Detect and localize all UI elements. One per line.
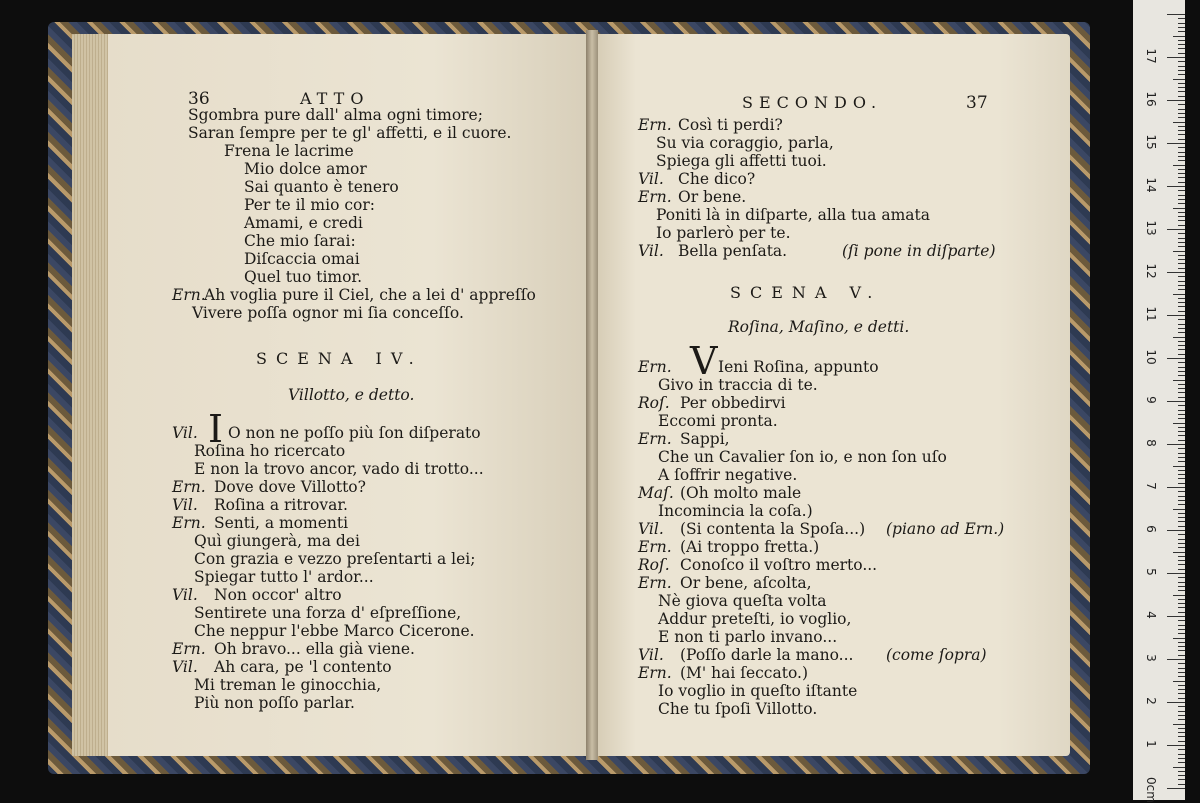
ruler-tick — [1178, 104, 1185, 105]
ruler-tick — [1178, 306, 1185, 307]
verse-line: Vivere poſſa ognor mi ſia conceſſo. — [192, 304, 464, 322]
ruler-tick — [1178, 298, 1185, 299]
ruler-tick — [1178, 242, 1185, 243]
ruler-tick — [1167, 745, 1185, 746]
speaker-label: Vil. — [172, 424, 198, 442]
ruler-label: 16 — [1144, 91, 1158, 107]
stage-direction: (come ſopra) — [886, 646, 987, 664]
page-number: 37 — [966, 93, 988, 113]
ruler-tick — [1178, 607, 1185, 608]
speaker-label: Ern. — [172, 514, 206, 532]
ruler-tick — [1178, 693, 1185, 694]
ruler-tick — [1178, 758, 1185, 759]
ruler-tick — [1178, 689, 1185, 690]
speaker-label: Roſ. — [638, 394, 670, 412]
ruler-tick — [1167, 57, 1185, 58]
ruler-tick — [1178, 543, 1185, 544]
ruler-label: 10 — [1144, 349, 1158, 365]
ruler-tick — [1178, 784, 1185, 785]
ruler-tick — [1178, 302, 1185, 303]
ruler-tick — [1178, 478, 1185, 479]
ruler-label: 15 — [1144, 134, 1158, 150]
ruler-tick — [1178, 238, 1185, 239]
ruler-tick — [1178, 534, 1185, 535]
verse-line: Che neppur l'ebbe Marco Cicerone. — [194, 622, 475, 640]
ruler-tick — [1178, 440, 1185, 441]
ruler-tick — [1178, 715, 1185, 716]
ruler-tick — [1178, 526, 1185, 527]
ruler-tick — [1173, 294, 1185, 295]
ruler-label: 11 — [1144, 306, 1158, 322]
ruler-tick — [1178, 220, 1185, 221]
ruler-tick — [1178, 410, 1185, 411]
ruler-tick — [1178, 539, 1185, 540]
ruler-tick — [1178, 474, 1185, 475]
speaker-label: Ern. — [638, 538, 672, 556]
ruler-tick — [1167, 530, 1185, 531]
ruler-tick — [1178, 83, 1185, 84]
ruler-tick — [1178, 160, 1185, 161]
ruler-tick — [1178, 40, 1185, 41]
verse-line: Su via coraggio, parla, — [656, 134, 834, 152]
ruler-tick — [1178, 152, 1185, 153]
ruler-tick — [1178, 590, 1185, 591]
ruler-tick — [1178, 18, 1185, 19]
ruler-label: 4 — [1144, 611, 1158, 619]
ruler-tick — [1178, 311, 1185, 312]
verse-line: Diſcaccia omai — [244, 250, 360, 268]
ruler-tick — [1173, 552, 1185, 553]
verse-line: Nè giova queſta volta — [658, 592, 827, 610]
ruler-tick — [1178, 771, 1185, 772]
ruler-label: 17 — [1144, 48, 1158, 64]
ruler-tick — [1178, 113, 1185, 114]
ruler-tick — [1167, 659, 1185, 660]
ruler-tick — [1178, 762, 1185, 763]
ruler-tick — [1167, 229, 1185, 230]
speaker-label: Ern. — [172, 478, 206, 496]
ruler-label: 9 — [1144, 396, 1158, 404]
ruler-tick — [1178, 547, 1185, 548]
ruler-tick — [1178, 388, 1185, 389]
ruler-tick — [1178, 371, 1185, 372]
ruler-tick — [1178, 91, 1185, 92]
verse-line: Spiegar tutto l' ardor... — [194, 568, 374, 586]
ruler-tick — [1178, 418, 1185, 419]
ruler-tick — [1178, 629, 1185, 630]
ruler-tick — [1178, 263, 1185, 264]
ruler-label: 2 — [1144, 697, 1158, 705]
verse-line: (Si contenta la Spoſa...) — [680, 520, 866, 538]
verse-line: Roſina a ritrovar. — [214, 496, 348, 514]
running-header: SECONDO. — [742, 93, 883, 112]
verse-line: Saran ſempre per te gl' affetti, e il cuore. — [188, 124, 512, 142]
ruler-tick — [1178, 491, 1185, 492]
verse-line: Spiega gli affetti tuoi. — [656, 152, 827, 170]
ruler-tick — [1178, 156, 1185, 157]
drop-cap: I — [208, 407, 224, 451]
ruler-tick — [1178, 354, 1185, 355]
ruler-tick — [1178, 285, 1185, 286]
verse-line: Conoſco il voſtro merto... — [680, 556, 878, 574]
scene-title: SCENA V. — [730, 283, 882, 302]
measuring-ruler — [1133, 0, 1185, 803]
verse-line: Poniti là in diſparte, alla tua amata — [656, 206, 930, 224]
verse-line: Amami, e credi — [244, 214, 363, 232]
ruler-tick — [1178, 749, 1185, 750]
ruler-tick — [1167, 358, 1185, 359]
ruler-tick — [1178, 732, 1185, 733]
ruler-tick — [1173, 79, 1185, 80]
verse-line: Senti, a momenti — [214, 514, 349, 532]
ruler-tick — [1173, 681, 1185, 682]
ruler-tick — [1178, 126, 1185, 127]
ruler-tick — [1178, 109, 1185, 110]
speaker-label: Vil. — [638, 646, 664, 664]
verse-line: (Ai troppo fretta.) — [680, 538, 820, 556]
ruler-tick — [1178, 345, 1185, 346]
ruler-label: 8 — [1144, 439, 1158, 447]
ruler-tick — [1178, 362, 1185, 363]
ruler-tick — [1178, 564, 1185, 565]
ruler-tick — [1178, 173, 1185, 174]
ruler-tick — [1178, 698, 1185, 699]
drop-cap: V — [690, 339, 718, 383]
ruler-tick — [1173, 122, 1185, 123]
ruler-label: 7 — [1144, 482, 1158, 490]
ruler-tick — [1178, 633, 1185, 634]
ruler-tick — [1178, 457, 1185, 458]
ruler-tick — [1178, 504, 1185, 505]
ruler-tick — [1173, 466, 1185, 467]
verse-line: E non la trovo ancor, vado di trotto... — [194, 460, 484, 478]
ruler-tick — [1178, 625, 1185, 626]
verse-line: Sappi, — [680, 430, 730, 448]
ruler-tick — [1178, 349, 1185, 350]
ruler-tick — [1178, 642, 1185, 643]
ruler-tick — [1178, 461, 1185, 462]
ruler-tick — [1178, 603, 1185, 604]
ruler-tick — [1178, 685, 1185, 686]
speaker-label: Ern. — [638, 116, 672, 134]
verse-line: Non occor' altro — [214, 586, 342, 604]
ruler-tick — [1178, 483, 1185, 484]
stage-direction: (ſi pone in diſparte) — [842, 242, 996, 260]
speaker-label: Vil. — [172, 586, 198, 604]
verse-line: Che mio ſarai: — [244, 232, 356, 250]
speaker-label: Vil. — [638, 520, 664, 538]
ruler-tick — [1167, 702, 1185, 703]
verse-line: Che dico? — [678, 170, 756, 188]
verse-line: Ah voglia pure il Ciel, che a lei d' appreſſo — [204, 286, 536, 304]
ruler-tick — [1178, 754, 1185, 755]
ruler-tick — [1178, 517, 1185, 518]
ruler-tick — [1178, 453, 1185, 454]
ruler-tick — [1178, 779, 1185, 780]
ruler-tick — [1178, 397, 1185, 398]
ruler-tick — [1178, 719, 1185, 720]
verse-line: E non ti parlo invano... — [658, 628, 838, 646]
ruler-tick — [1173, 165, 1185, 166]
ruler-tick — [1178, 281, 1185, 282]
book-gutter — [586, 30, 598, 760]
ruler-tick — [1178, 259, 1185, 260]
speaker-label: Ern. — [638, 430, 672, 448]
ruler-tick — [1178, 195, 1185, 196]
ruler-tick — [1167, 272, 1185, 273]
verse-line: Mi treman le ginocchia, — [194, 676, 382, 694]
page-edges — [72, 34, 108, 756]
scene-characters: Roſina, Maſino, e detti. — [728, 318, 910, 336]
ruler-tick — [1173, 337, 1185, 338]
ruler-tick — [1178, 190, 1185, 191]
ruler-tick — [1173, 36, 1185, 37]
ruler-label: 14 — [1144, 177, 1158, 193]
ruler-tick — [1173, 423, 1185, 424]
verse-line: Or bene. — [678, 188, 747, 206]
ruler-tick — [1178, 289, 1185, 290]
ruler-tick — [1178, 169, 1185, 170]
ruler-tick — [1178, 87, 1185, 88]
ruler-label: 12 — [1144, 263, 1158, 279]
ruler-tick — [1178, 676, 1185, 677]
ruler-tick — [1173, 380, 1185, 381]
page-number: 36 — [188, 89, 210, 109]
speaker-label: Ern. — [638, 358, 672, 376]
ruler-tick — [1178, 212, 1185, 213]
ruler-tick — [1178, 117, 1185, 118]
ruler-tick — [1167, 616, 1185, 617]
ruler-tick — [1178, 650, 1185, 651]
verse-line: A ſoffrir negative. — [658, 466, 798, 484]
ruler-label: 6 — [1144, 525, 1158, 533]
ruler-tick — [1178, 70, 1185, 71]
ruler-tick — [1173, 724, 1185, 725]
ruler-label: 0cm — [1144, 777, 1158, 803]
ruler-tick — [1178, 655, 1185, 656]
ruler-tick — [1178, 448, 1185, 449]
ruler-tick — [1178, 556, 1185, 557]
verse-line: Frena le lacrime — [224, 142, 354, 160]
ruler-tick — [1178, 328, 1185, 329]
verse-line: Quel tuo timor. — [244, 268, 363, 286]
verse-line: O non ne poſſo più ſon diſperato — [228, 424, 481, 442]
ruler-tick — [1178, 668, 1185, 669]
ruler-tick — [1178, 276, 1185, 277]
running-header: ATTO — [300, 89, 370, 108]
speaker-label: Ern. — [638, 664, 672, 682]
ruler-label: 3 — [1144, 654, 1158, 662]
ruler-tick — [1178, 521, 1185, 522]
speaker-label: Ern. — [638, 574, 672, 592]
ruler-tick — [1178, 646, 1185, 647]
speaker-label: Vil. — [172, 496, 198, 514]
ruler-tick — [1178, 384, 1185, 385]
ruler-tick — [1178, 375, 1185, 376]
ruler-tick — [1178, 27, 1185, 28]
ruler-tick — [1178, 663, 1185, 664]
ruler-tick — [1178, 225, 1185, 226]
verse-line: Bella penſata. — [678, 242, 788, 260]
ruler-tick — [1178, 216, 1185, 217]
ruler-tick — [1178, 139, 1185, 140]
ruler-tick — [1178, 560, 1185, 561]
ruler-tick — [1178, 427, 1185, 428]
verse-line: Sgombra pure dall' alma ogni timore; — [188, 106, 483, 124]
verse-line: Io voglio in queſto iſtante — [658, 682, 858, 700]
ruler-tick — [1173, 208, 1185, 209]
ruler-tick — [1178, 341, 1185, 342]
ruler-tick — [1178, 405, 1185, 406]
ruler-tick — [1178, 500, 1185, 501]
verse-line: Incomincia la coſa.) — [658, 502, 813, 520]
speaker-label: Maſ. — [638, 484, 674, 502]
verse-line: Sai quanto è tenero — [244, 178, 399, 196]
left-page — [72, 34, 588, 756]
ruler-tick — [1178, 736, 1185, 737]
ruler-tick — [1178, 66, 1185, 67]
ruler-tick — [1178, 268, 1185, 269]
speaker-label: Vil. — [172, 658, 198, 676]
speaker-label: Ern. — [172, 286, 206, 304]
ruler-tick — [1178, 53, 1185, 54]
verse-line: Eccomi pronta. — [658, 412, 778, 430]
verse-line: Ieni Roſina, appunto — [718, 358, 879, 376]
verse-line: Sentirete una forza d' eſpreſſione, — [194, 604, 462, 622]
verse-line: (M' hai ſeccato.) — [680, 664, 808, 682]
ruler-tick — [1178, 672, 1185, 673]
ruler-tick — [1173, 509, 1185, 510]
verse-line: Mio dolce amor — [244, 160, 367, 178]
verse-line: Quì giungerà, ma dei — [194, 532, 360, 550]
ruler-tick — [1178, 706, 1185, 707]
verse-line: Givo in traccia di te. — [658, 376, 818, 394]
ruler-tick — [1178, 414, 1185, 415]
ruler-tick — [1178, 147, 1185, 148]
ruler-tick — [1178, 612, 1185, 613]
verse-line: Che un Cavalier ſon io, e non ſon uſo — [658, 448, 947, 466]
ruler-tick — [1178, 44, 1185, 45]
ruler-tick — [1178, 577, 1185, 578]
speaker-label: Ern. — [638, 188, 672, 206]
ruler-tick — [1178, 711, 1185, 712]
ruler-tick — [1178, 586, 1185, 587]
ruler-tick — [1167, 315, 1185, 316]
ruler-tick — [1178, 599, 1185, 600]
right-page — [596, 34, 1070, 756]
ruler-tick — [1178, 74, 1185, 75]
ruler-tick — [1167, 186, 1185, 187]
stage-direction: (piano ad Ern.) — [886, 520, 1005, 538]
ruler-tick — [1178, 324, 1185, 325]
verse-line: Dove dove Villotto? — [214, 478, 366, 496]
scene-characters: Villotto, e detto. — [288, 386, 415, 404]
ruler-label: 1 — [1144, 740, 1158, 748]
ruler-tick — [1178, 130, 1185, 131]
ruler-tick — [1167, 14, 1185, 15]
speaker-label: Vil. — [638, 170, 664, 188]
ruler-tick — [1178, 496, 1185, 497]
ruler-tick — [1178, 246, 1185, 247]
verse-line: Per obbedirvi — [680, 394, 786, 412]
ruler-label: 13 — [1144, 220, 1158, 236]
ruler-tick — [1167, 143, 1185, 144]
ruler-tick — [1178, 620, 1185, 621]
verse-line: (Poſſo darle la mano... — [680, 646, 854, 664]
ruler-tick — [1178, 582, 1185, 583]
verse-line: Or bene, aſcolta, — [680, 574, 812, 592]
speaker-label: Vil. — [638, 242, 664, 260]
ruler-tick — [1178, 332, 1185, 333]
ruler-tick — [1178, 728, 1185, 729]
ruler-tick — [1178, 199, 1185, 200]
verse-line: Ah cara, pe 'l contento — [214, 658, 392, 676]
ruler-tick — [1178, 134, 1185, 135]
ruler-tick — [1167, 788, 1185, 789]
ruler-tick — [1178, 61, 1185, 62]
ruler-tick — [1167, 444, 1185, 445]
verse-line: Per te il mio cor: — [244, 196, 375, 214]
ruler-tick — [1173, 638, 1185, 639]
speaker-label: Roſ. — [638, 556, 670, 574]
ruler-tick — [1178, 392, 1185, 393]
ruler-tick — [1178, 319, 1185, 320]
ruler-tick — [1178, 775, 1185, 776]
ruler-tick — [1167, 401, 1185, 402]
ruler-tick — [1178, 435, 1185, 436]
ruler-tick — [1178, 182, 1185, 183]
ruler-tick — [1178, 569, 1185, 570]
ruler-tick — [1178, 233, 1185, 234]
verse-line: (Oh molto male — [680, 484, 802, 502]
ruler-tick — [1167, 487, 1185, 488]
verse-line: Io parlerò per te. — [656, 224, 791, 242]
ruler-tick — [1173, 595, 1185, 596]
ruler-tick — [1167, 100, 1185, 101]
ruler-tick — [1178, 367, 1185, 368]
verse-line: Che tu ſpoſi Villotto. — [658, 700, 818, 718]
verse-line: Roſina ho ricercato — [194, 442, 346, 460]
ruler-tick — [1173, 251, 1185, 252]
verse-line: Più non poſſo parlar. — [194, 694, 355, 712]
verse-line: Con grazia e vezzo preſentarti a lei; — [194, 550, 476, 568]
ruler-tick — [1178, 96, 1185, 97]
ruler-label: 5 — [1144, 568, 1158, 576]
ruler-tick — [1178, 255, 1185, 256]
ruler-tick — [1178, 177, 1185, 178]
ruler-tick — [1178, 513, 1185, 514]
speaker-label: Ern. — [172, 640, 206, 658]
ruler-tick — [1178, 203, 1185, 204]
verse-line: Così ti perdi? — [678, 116, 783, 134]
ruler-tick — [1178, 48, 1185, 49]
verse-line: Addur preteſti, io voglio, — [658, 610, 852, 628]
ruler-tick — [1178, 31, 1185, 32]
ruler-tick — [1173, 767, 1185, 768]
ruler-tick — [1178, 23, 1185, 24]
ruler-tick — [1178, 470, 1185, 471]
ruler-tick — [1178, 431, 1185, 432]
scene-title: SCENA IV. — [256, 349, 423, 368]
ruler-tick — [1167, 573, 1185, 574]
verse-line: Oh bravo... ella già viene. — [214, 640, 415, 658]
ruler-tick — [1178, 741, 1185, 742]
